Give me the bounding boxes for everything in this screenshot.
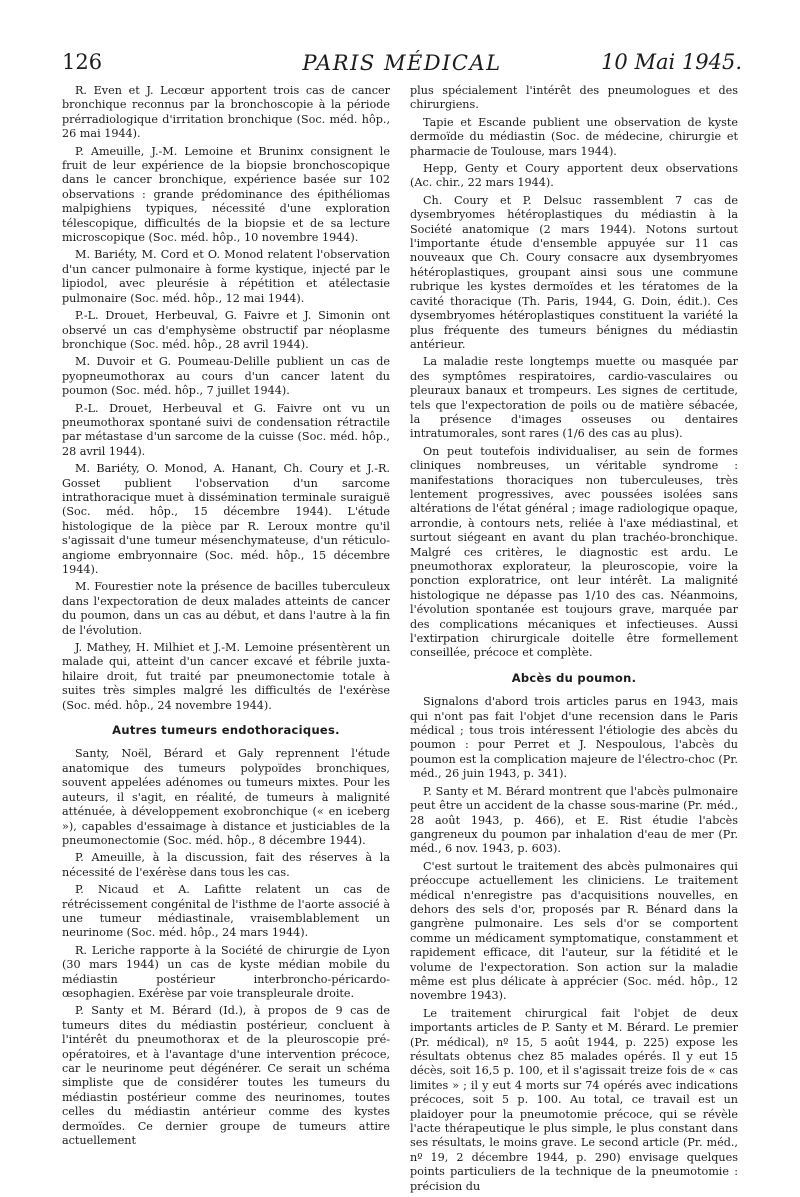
paragraph: R. Leriche rapporte à la Société de chirurgie de Lyon (30 mars 1944) un cas de kyste médian mobile du médiastin postérieur interbroncho-péricardo-œsophagien. Exérèse par voie transpleurale droite. bbox=[62, 943, 390, 1000]
paragraph: P. Ameuille, J.-M. Lemoine et Bruninx consignent le fruit de leur expérience de la biopsie bronchoscopique dans le cancer bronchique, expérience basée sur 102 observations : grande prédominance des épithéliomas malpighiens typiques, nécessité d'une exploration télescopique, difficultés de la biopsie et de sa lecture microscopique (Soc. méd. hôp., 10 novembre 1944). bbox=[62, 144, 390, 245]
paragraph: R. Even et J. Lecœur apportent trois cas de cancer bronchique reconnus par la bronchoscopie à la période prérradiologique d'irritation bronchique (Soc. méd. hôp., 26 mai 1944). bbox=[62, 84, 390, 141]
section-heading: Abcès du poumon. bbox=[511, 670, 637, 685]
issue-date: 10 Mai 1945. bbox=[601, 50, 742, 74]
paragraph: Hepp, Genty et Coury apportent deux observations (Ac. chir., 22 mars 1944). bbox=[410, 162, 738, 190]
paragraph: M. Bariéty, M. Cord et O. Monod relatent l'observation d'un cancer pulmonaire à forme kystique, injecté par le lipiodol, avec pleurésie à répétition et atélectasie pulmonaire (Soc. méd. hôp., 12 mai 1944). bbox=[62, 248, 390, 305]
paragraph: P. Nicaud et A. Lafitte relatent un cas de rétrécissement congénital de l'isthme de l'aorte associé à une tumeur médiastinale, vraisemblablement un neurinome (Soc. méd. hôp., 24 mars 1944). bbox=[62, 883, 390, 940]
left-column bbox=[62, 84, 390, 1151]
page-header bbox=[62, 50, 742, 84]
paragraph: On peut toutefois individualiser, au sein de formes cliniques nombreuses, un véritable syndrome : manifestations thoraciques non tuberculeuses, très lentement progressives, avec poussées isolées sans altérations de l'état général ; image radiologique opaque, arrondie, à contours nets, reliée à l'axe médiastinal, et surtout siégeant en avant du plan trachéo-bronchique. Malgré ces critères, le diagnostic est ardu. Le pneumothorax explorateur, la pleuroscopie, voire la ponction exploratrice, ont leur intérêt. La malignité histologique ne dépasse pas 1/10 des cas. Néanmoins, l'évolution spontanée est toujours grave, marquée par des complications mécaniques et infectieuses. Aussi l'extirpation chirurgicale doitelle être formellement conseillée, précoce et complète. bbox=[410, 444, 738, 660]
right-column bbox=[410, 84, 738, 1197]
paragraph: Santy, Noël, Bérard et Galy reprennent l'étude anatomique des tumeurs polypoïdes bronchiques, souvent appelées adénomes ou tumeurs mixtes. Pour les auteurs, il s'agit, en réalité, de tumeurs à malignité atténuée, à développement exobronchique (« en iceberg »), capables d'essaimage à distance et justiciables de la pneumonectomie (Soc. méd. hôp., 8 décembre 1944). bbox=[62, 747, 390, 847]
journal-title: PARIS MÉDICAL bbox=[302, 51, 502, 75]
paragraph: Le traitement chirurgical fait l'objet de deux importants articles de P. Santy et M. Bérard. Le premier (Pr. médical), nº 15, 5 août 1944, p. 225) expose les résultats obtenus chez 85 malades opérés. Il y eut 15 décès, soit 16,5 p. 100, et il s'agissait treize fois de « cas limites » ; il y eut 4 morts sur 74 opérés avec indications précoces, soit 5 p. 100. Au total, ce travail est un plaidoyer pour la pneumotomie précoce, qui se révèle l'acte thérapeutique le plus simple, le plus constant dans ses résultats, le moins grave. Le second article (Pr. méd., nº 19, 2 décembre 1944, p. 290) envisage quelques points particuliers de la technique de la pneumotomie : précision du bbox=[410, 1006, 738, 1193]
paragraph-continuation: plus spécialement l'intérêt des pneumologues et des chirurgiens. bbox=[410, 84, 738, 112]
paragraph: Signalons d'abord trois articles parus en 1943, mais qui n'ont pas fait l'objet d'une recension dans le Paris médical ; tous trois intéressent l'étiologie des abcès du poumon : pour Perret et J. Nespoulous, l'abcès du poumon est la complication majeure de l'électro-choc (Pr. méd., 26 juin 1943, p. 341). bbox=[410, 695, 738, 781]
paragraph: Tapie et Escande publient une observation de kyste dermoïde du médiastin (Soc. de médecine, chirurgie et pharmacie de Toulouse, mars 1944). bbox=[410, 115, 738, 158]
paragraph: C'est surtout le traitement des abcès pulmonaires qui préoccupe actuellement les cliniciens. Le traitement médical n'enregistre pas d'acquisitions nouvelles, en dehors des sels d'or, proposés par R. Bénard dans la gangrène pulmonaire. Les sels d'or se comportent comme un médicament symptomatique, constamment et rapidement efficace, dit l'auteur, sur la fétidité et le volume de l'expectoration. Son action sur la maladie même est plus délicate à apprécier (Soc. méd. hôp., 12 novembre 1943). bbox=[410, 859, 738, 1003]
paragraph: P. Santy et M. Bérard (Id.), à propos de 9 cas de tumeurs dites du médiastin postérieur, concluent à l'intérêt du pneumothorax et de la pleuroscopie pré-opératoires, et à l'avantage d'une intervention précoce, car le neurinome peut dégénérer. Ce serait un schéma simpliste que de considérer toutes les tumeurs du médiastin postérieur comme des neurinomes, toutes celles du médiastin antérieur comme des kystes dermoïdes. Ce dernier groupe de tumeurs attire actuellement bbox=[62, 1004, 390, 1148]
paragraph: P. Ameuille, à la discussion, fait des réserves à la nécessité de l'exérèse dans tous les cas. bbox=[62, 851, 390, 879]
paragraph: P.-L. Drouet, Herbeuval, G. Faivre et J. Simonin ont observé un cas d'emphysème obstructif par néoplasme bronchique (Soc. méd. hôp., 28 avril 1944). bbox=[62, 309, 390, 351]
paragraph: Ch. Coury et P. Delsuc rassemblent 7 cas de dysembryomes hétéroplastiques du médiastin à la Société anatomique (2 mars 1944). Notons surtout l'importante étude d'ensemble appuyée sur 11 cas nouveaux que Ch. Coury consacre aux dysembryomes hétéroplastiques, groupant ainsi sous une commune rubrique les kystes dermoïdes et les tératomes de la cavité thoracique (Th. Paris, 1944, G. Doin, édit.). Ces dysembryomes hétéroplastiques constituent la variété la plus fréquente des tumeurs bénignes du médiastin antérieur. bbox=[410, 193, 738, 351]
paragraph: J. Mathey, H. Milhiet et J.-M. Lemoine présentèrent un malade qui, atteint d'un cancer excavé et fébrile juxta-hilaire droit, fut traité par pneumonectomie totale à suites très simples malgré les difficultés de l'exérèse (Soc. méd. hôp., 24 novembre 1944). bbox=[62, 641, 390, 712]
paragraph: M. Duvoir et G. Poumeau-Delille publient un cas de pyopneumothorax au cours d'un cancer latent du poumon (Soc. méd. hôp., 7 juillet 1944). bbox=[62, 355, 390, 398]
paragraph: P. Santy et M. Bérard montrent que l'abcès pulmonaire peut être un accident de la chasse sous-marine (Pr. méd., 28 août 1943, p. 466), et E. Rist étudie l'abcès gangreneux du poumon par inhalation d'eau de mer (Pr. méd., 6 nov. 1943, p. 603). bbox=[410, 784, 738, 856]
paragraph: P.-L. Drouet, Herbeuval et G. Faivre ont vu un pneumothorax spontané suivi de condensation rétractile par métastase d'un sarcome de la cuisse (Soc. méd. hôp., 28 avril 1944). bbox=[62, 401, 390, 458]
paragraph: M. Bariéty, O. Monod, A. Hanant, Ch. Coury et J.-R. Gosset publient l'observation d'un sarcome intrathoracique muet à dissémination terminale suraiguë (Soc. méd. hôp., 15 décembre 1944). L'étude histologique de la pièce par R. Leroux montre qu'il s'agissait d'une tumeur mésenchymateuse, d'un réticulo-angiome embryonnaire (Soc. méd. hôp., 15 décembre 1944). bbox=[62, 462, 390, 576]
paragraph: M. Fourestier note la présence de bacilles tuberculeux dans l'expectoration de deux malades atteints de cancer du poumon, dans un cas au début, et dans l'autre à la fin de l'évolution. bbox=[62, 580, 390, 637]
section-heading: Autres tumeurs endothoraciques. bbox=[112, 723, 340, 738]
paragraph: La maladie reste longtemps muette ou masquée par des symptômes respiratoires, cardio-vasculaires ou pleuraux banaux et trompeurs. Les signes de certitude, tels que l'expectoration de poils ou de matière sébacée, la présence d'images osseuses ou dentaires intratumorales, sont rares (1/6 des cas au plus). bbox=[410, 355, 738, 441]
page-number: 126 bbox=[62, 50, 103, 74]
